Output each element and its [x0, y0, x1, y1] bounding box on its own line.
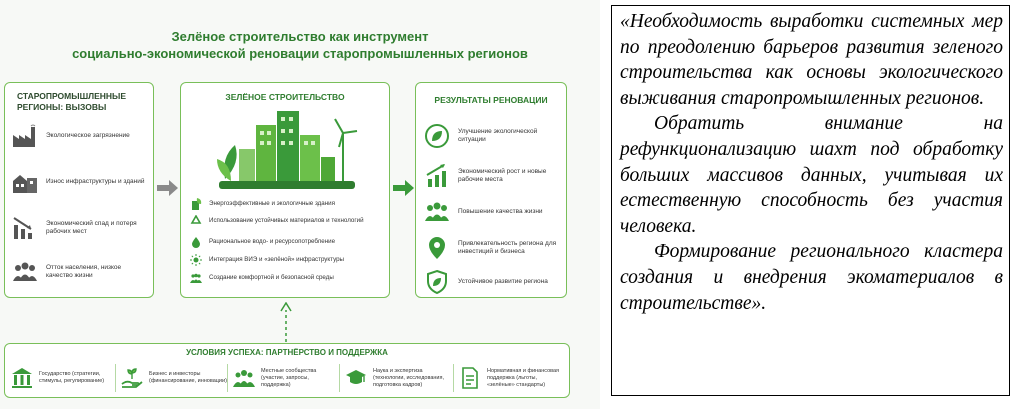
community-icon — [231, 365, 257, 391]
green-item-label: Использование устойчивых материалов и технологий — [209, 217, 364, 224]
shield-leaf-icon — [422, 267, 452, 297]
result-item — [422, 267, 564, 297]
result-item — [422, 121, 564, 151]
green-item-label: Энергоэффективные и экологичные здания — [209, 200, 335, 207]
divider — [115, 364, 116, 392]
people-icon — [422, 197, 452, 227]
result-label: Повышение качества жизни — [458, 207, 543, 215]
success-item — [231, 360, 339, 396]
success-item — [9, 360, 117, 396]
green-item — [189, 253, 383, 267]
buildings-icon — [10, 167, 40, 197]
water-drop-icon — [189, 235, 203, 249]
quote-paragraph-1: «Необходимость выработки системных мер по преодолению барьеров развития зеленого строительства как основы экологического выживания старопромышленных регионов. — [620, 11, 1003, 109]
people-icon — [10, 257, 40, 287]
result-label: Устойчивое развитие региона — [458, 277, 548, 285]
success-conditions-panel — [4, 343, 570, 398]
quote-box — [611, 5, 1010, 396]
results-heading: РЕЗУЛЬТАТЫ РЕНОВАЦИИ — [434, 95, 548, 105]
leaf-building-icon — [189, 197, 203, 211]
challenge-label: Экономический спад и потеря рабочих мест — [46, 219, 137, 235]
success-label: Местные сообщества (участие, запросы, поддержка) — [261, 367, 317, 388]
result-item — [422, 161, 564, 191]
arrow-right-icon — [393, 180, 415, 196]
success-item — [457, 360, 565, 396]
arrow-right-icon — [157, 180, 179, 196]
success-label: Государство (стратегии, стимулы, регулирование) — [39, 371, 105, 384]
result-item — [422, 233, 564, 263]
green-item — [189, 214, 383, 228]
challenges-panel — [4, 82, 154, 298]
green-item — [189, 197, 383, 211]
challenge-item — [10, 121, 150, 151]
green-item-label: Рациональное водо- и ресурсопотребление — [209, 238, 336, 245]
green-item — [189, 235, 383, 249]
graduation-cap-icon — [343, 365, 369, 391]
arrow-up-icon — [280, 302, 292, 342]
green-building-panel — [180, 82, 390, 298]
green-item — [189, 271, 383, 285]
title-line-2: социально-экономической реновации старопромышленных регионов — [72, 46, 528, 61]
challenge-label: Отток населения, низкое качество жизни — [46, 263, 122, 279]
sun-icon — [189, 253, 203, 267]
challenge-item — [10, 167, 150, 197]
divider — [453, 364, 454, 392]
hand-plant-icon — [119, 365, 145, 391]
recycle-icon — [189, 214, 203, 228]
document-icon — [457, 365, 483, 391]
success-heading: УСЛОВИЯ УСПЕХА: ПАРТНЁРСТВО И ПОДДЕРЖКА — [186, 348, 388, 357]
challenge-label: Износ инфраструктуры и зданий — [46, 177, 145, 185]
result-label: Привлекательность региона для инвестиций и бизнеса — [458, 239, 557, 255]
title-line-1: Зелёное строительство как инструмент — [171, 29, 429, 44]
success-item — [119, 360, 227, 396]
success-label: Наука и экспертиза (технологии, исследования, подготовка кадров) — [373, 367, 445, 388]
quote-paragraph-3: Формирование регионального кластера создания и внедрения экоматериалов в строительстве». — [620, 241, 1003, 314]
result-label: Улучшение экологической ситуации — [458, 127, 538, 143]
results-panel — [415, 82, 567, 298]
success-label: Бизнес и инвесторы (финансирование, инновации) — [149, 371, 227, 384]
green-city-illustration — [211, 105, 361, 193]
decline-chart-icon — [10, 213, 40, 243]
divider — [227, 364, 228, 392]
community-icon — [189, 271, 203, 285]
government-icon — [9, 365, 35, 391]
challenge-item — [10, 257, 150, 287]
success-label: Нормативная и финансовая поддержка (льготы, «зелёные» стандарты) — [487, 367, 560, 388]
challenge-label: Экологическое загрязнение — [46, 131, 130, 139]
factory-icon — [10, 121, 40, 151]
green-building-heading: ЗЕЛЁНОЕ СТРОИТЕЛЬСТВО — [225, 92, 345, 102]
result-item — [422, 197, 564, 227]
challenges-heading: СТАРОПРОМЫШЛЕННЫЕ РЕГИОНЫ: ВЫЗОВЫ — [17, 91, 127, 112]
success-item — [343, 360, 451, 396]
green-item-label: Интеграция ВИЭ и «зелёной» инфраструктуры — [209, 256, 344, 263]
green-item-label: Создание комфортной и безопасной среды — [209, 274, 334, 281]
challenge-item — [10, 213, 150, 243]
map-pin-icon — [422, 233, 452, 263]
result-label: Экономический рост и новые рабочие места — [458, 167, 547, 183]
quote-paragraph-2: Обратить внимание на рефункционализацию шахт под обработку больших массивов данных, учитывая их естественную способность без участия человека. — [620, 113, 1003, 237]
divider — [339, 364, 340, 392]
eco-leaf-icon — [422, 121, 452, 151]
growth-chart-icon — [422, 161, 452, 191]
infographic-title — [0, 28, 600, 62]
